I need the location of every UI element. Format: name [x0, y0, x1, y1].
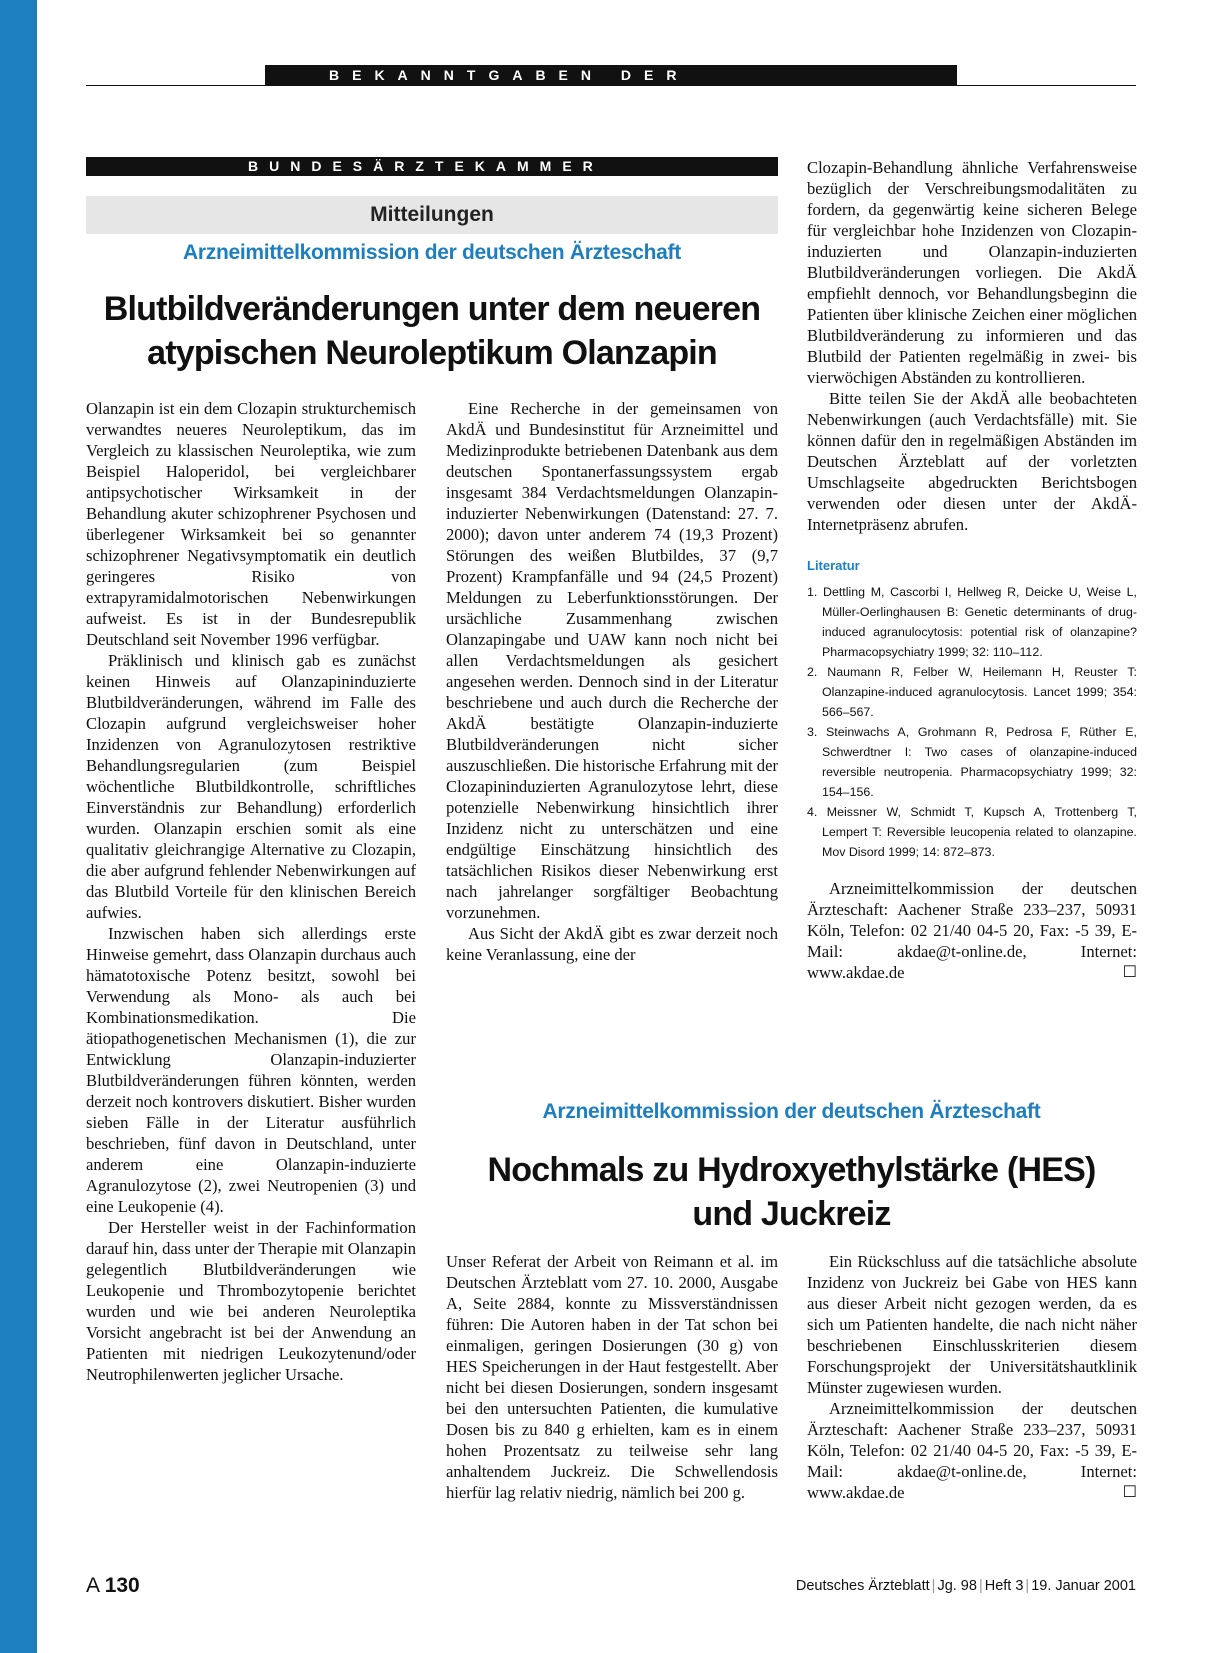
journal-name: Deutsches Ärzteblatt — [795, 1578, 930, 1594]
article2-kicker: Arzneimittelkommission der deutschen Ärzteschaft — [542, 1100, 1041, 1123]
article1-address-text: Arzneimittelkommission der deutschen Ärzteschaft: Aachener Straße 233–237, 50931 Köln, Telefon: 02 21/40 04-5 20, Fax: -5 39, E-Mail: akdae@t-online.de, Internet: www.akdae.de — [807, 879, 1137, 982]
article1-column-2 — [446, 398, 778, 965]
article1-column-1 — [86, 398, 416, 1385]
reference-item: 1. Dettling M, Cascorbi I, Hellweg R, Deicke U, Weise L, Müller-Oerlinghausen B: Genetic determinants of drug-induced agranulocytosis: potential risk of olanzapine? Pharmacopsychiatry 1999; 32: 110–112. — [807, 585, 1137, 659]
end-of-article-mark: ☐ — [1122, 964, 1137, 981]
article1-kicker: Arzneimittelkommission der deutschen Ärzteschaft — [183, 241, 681, 264]
article2-col1-paragraph: Unser Referat der Arbeit von Reimann et al. im Deutschen Ärzteblatt vom 27. 10. 2000, Ausgabe A, Seite 2884, konnte zu Missverständnissen führen: Die Autoren haben in der Tat schon bei einmaligen, geringen Dosierungen (30 g) von HES Speicherungen in der Haut festgestellt. Aber nicht bei diesen Dosierungen, sondern insgesamt bei den untersuchten Patienten, die kumulative Dosen bis zu 840 g erhielten, kam es in einem hohen Prozentsatz zu teilweise sehr lang anhaltendem Juckreiz. Die Schwellendosis hierfür lag relativ niedrig, nämlich bei 200 g. — [446, 1252, 778, 1502]
journal-date: 19. Januar 2001 — [1031, 1578, 1136, 1594]
article1-title — [86, 287, 778, 375]
article2-col2-paragraph: Ein Rückschluss auf die tatsächliche absolute Inzidenz von Juckreiz bei Gabe von HES kann aus dieser Arbeit nicht gezogen werden, da es sich um Patienten handelte, die nach nicht näher beschriebenen Einschlusskriterien diesem Forschungsprojekt der Universitätshautklinik Münster zugewiesen wurden. — [807, 1252, 1137, 1397]
article2-contact-address — [807, 1398, 1137, 1503]
reference-item: 2. Naumann R, Felber W, Heilemann H, Reuster T: Olanzapine-induced agranulocytosis. Lancet 1999; 354: 566–567. — [807, 665, 1137, 719]
article1-col1-paragraph: Der Hersteller weist in der Fachinformation darauf hin, dass unter der Therapie mit Olanzapin gelegentlich Blutbildveränderungen wie Leukopenie und Thrombozytopenie berichtet wurden und wie bei anderen Neuroleptika Vorsicht angebracht ist bei der Anwendung an Patienten mit niedrigen Leukozytenund/oder Neutrophilenwerten jeglicher Ursache. — [86, 1218, 416, 1384]
article1-col2-paragraph: Aus Sicht der AkdÄ gibt es zwar derzeit noch keine Veranlassung, eine der — [446, 924, 778, 964]
article2-title-line2: und Juckreiz — [692, 1195, 891, 1233]
article1-title-line1: Blutbildveränderungen unter dem neueren — [103, 290, 761, 328]
journal-issue: Heft 3 — [984, 1578, 1024, 1594]
journal-footer: Deutsches Ärzteblatt | Jg. 98 | Heft 3 | 19. Januar 2001 — [795, 1578, 1136, 1594]
article1-contact-address — [807, 878, 1137, 983]
article2-title — [446, 1148, 1137, 1236]
reference-list — [807, 582, 1137, 862]
article2-column-1 — [446, 1251, 778, 1503]
publisher-section-bar: BUNDESÄRZTEKAMMER — [86, 157, 778, 176]
article1-col2-paragraph: Eine Recherche in der gemeinsamen von AkdÄ und Bundesinstitut für Arzneimittel und Medizinprodukte betriebenen Datenbank aus dem deutschen Spontanerfassungssystem ergab insgesamt 384 Verdachtsmeldungen Olanzapin-induzierter Nebenwirkungen (Datenstand: 27. 7. 2000); davon unter anderem 74 (19,3 Prozent) Störungen des weißen Blutbildes, 37 (9,7 Prozent) Krampfanfälle und 94 (24,5 Prozent) Meldungen zu Leberfunktionsstörungen. Der ursächliche Zusammenhang zwischen Olanzapingabe und UAW kann noch nicht bei allen Verdachtsmeldungen als gesichert angesehen werden. Dennoch sind in der Literatur beschriebene und auch durch die Recherche der AkdÄ bestätigte Olanzapin-induzierte Blutbildveränderungen nicht sicher auszuschließen. Die historische Erfahrung mit der Clozapininduzierten Agranulozytose lehrt, diese potenzielle Nebenwirkung hinsichtlich ihrer Inzidenz nicht zu unterschätzen und eine endgültige Einschätzung hinsichtlich des tatsächlichen Risikos dieser Nebenwirkung erst nach jahrelanger sorgfältiger Beobachtung vorzunehmen. — [446, 399, 778, 922]
article1-col3-paragraph: Bitte teilen Sie der AkdÄ alle beobachteten Nebenwirkungen (auch Verdachtsfälle) mit. Sie können dafür den in regelmäßigen Abständen im Deutschen Ärzteblatt auf der vorletzten Umschlagseite abgedruckten Berichtsbogen verwenden oder diesen unter der AkdÄ-Internetpräsenz abrufen. — [807, 389, 1137, 534]
header-rule — [86, 85, 1136, 86]
article1-column-3 — [807, 157, 1137, 983]
end-of-article-mark: ☐ — [1122, 1484, 1137, 1501]
reference-item: 3. Steinwachs A, Grohmann R, Pedrosa F, Rüther E, Schwerdtner I: Two cases of olanzapine-induced reversible neutropenia. Pharmacopsychiatry 1999; 32: 154–156. — [807, 725, 1137, 799]
section-header-bar: BEKANNTGABEN DER HERAUSGEBER — [265, 65, 957, 85]
article1-col1-paragraph: Inzwischen haben sich allerdings erste Hinweise gemehrt, dass Olanzapin durchaus auch hämatotoxische Potenz besitzt, sowohl bei Verwendung als Mono- als auch bei Kombinationsmedikation. Die ätiopathogenetischen Mechanismen (1), die zur Entwicklung Olanzapin-induzierter Blutbildveränderungen führen könnten, werden derzeit noch kontrovers diskutiert. Bisher wurden sieben Fälle in der Literatur ausführlich beschrieben, fünf davon in Deutschland, unter anderem eine Olanzapin-induzierte Agranulozytose (2), zwei Neutropenien (3) und eine Leukopenie (4). — [86, 924, 416, 1216]
reference-item: 4. Meissner W, Schmidt T, Kupsch A, Trottenberg T, Lempert T: Reversible leucopenia related to olanzapine. Mov Disord 1999; 14: 872–873. — [807, 805, 1137, 859]
article2-column-2 — [807, 1251, 1137, 1503]
literatur-heading: Literatur — [807, 558, 860, 573]
page-prefix: A — [86, 1574, 99, 1597]
article2-title-line1: Nochmals zu Hydroxyethylstärke (HES) — [487, 1151, 1096, 1189]
article1-col1-paragraph: Präklinisch und klinisch gab es zunächst keinen Hinweis auf Olanzapininduzierte Blutbildveränderungen, während im Falle des Clozapin aufgrund vergleichsweiser hoher Inzidenzen von Agranulozytosen restriktive Behandlungsregularien (zum Beispiel wöchentliche Blutbildkontrolle, schriftliches Einverständnis zur Behandlung) erforderlich wurden. Olanzapin erschien somit als eine qualitativ gleichrangige Alternative zu Clozapin, die aber aufgrund fehlender Nebenwirkungen auf das Blutbild Vorteile für den klinischen Bereich aufwies. — [86, 651, 416, 922]
article2-address-text: Arzneimittelkommission der deutschen Ärzteschaft: Aachener Straße 233–237, 50931 Köln, Telefon: 02 21/40 04-5 20, Fax: -5 39, E-Mail: akdae@t-online.de, Internet: www.akdae.de — [807, 1399, 1137, 1502]
sidebar-color-stripe — [0, 0, 37, 1653]
journal-volume: Jg. 98 — [937, 1578, 977, 1594]
article1-col3-paragraph: Clozapin-Behandlung ähnliche Verfahrensweise bezüglich der Verschreibungsmodalitäten zu fordern, da gegenwärtig keine sicheren Belege für vergleichbar hohe Inzidenzen von Clozapin-induzierten und Olanzapin-induzierten Blutbildveränderungen vorliegen. Die AkdÄ empfiehlt dennoch, vor Behandlungsbeginn die Patienten über klinische Zeichen einer möglichen Blutbildveränderung zu informieren und das Blutbild der Patienten regelmäßig in zwei- bis vierwöchigen Abständen zu kontrollieren. — [807, 158, 1137, 387]
page-number-value: 130 — [104, 1574, 140, 1597]
mitteilungen-band: Mitteilungen — [86, 196, 778, 234]
article1-title-line2: atypischen Neuroleptikum Olanzapin — [147, 334, 717, 372]
article1-col1-paragraph: Olanzapin ist ein dem Clozapin strukturchemisch verwandtes neueres Neuroleptikum, das im Vergleich zu klassischen Neuroleptika, wie zum Beispiel Haloperidol, bei vergleichbarer antipsychotischer Wirksamkeit in der Behandlung akuter schizophrener Psychosen und überlegener Wirksamkeit bei so genannter schizophrener Negativsymptomatik ein deutlich geringeres Risiko von extrapyramidalmotorischen Nebenwirkungen aufweist. Es ist in der Bundesrepublik Deutschland seit November 1996 verfügbar. — [86, 399, 416, 649]
page-number — [86, 1574, 140, 1598]
